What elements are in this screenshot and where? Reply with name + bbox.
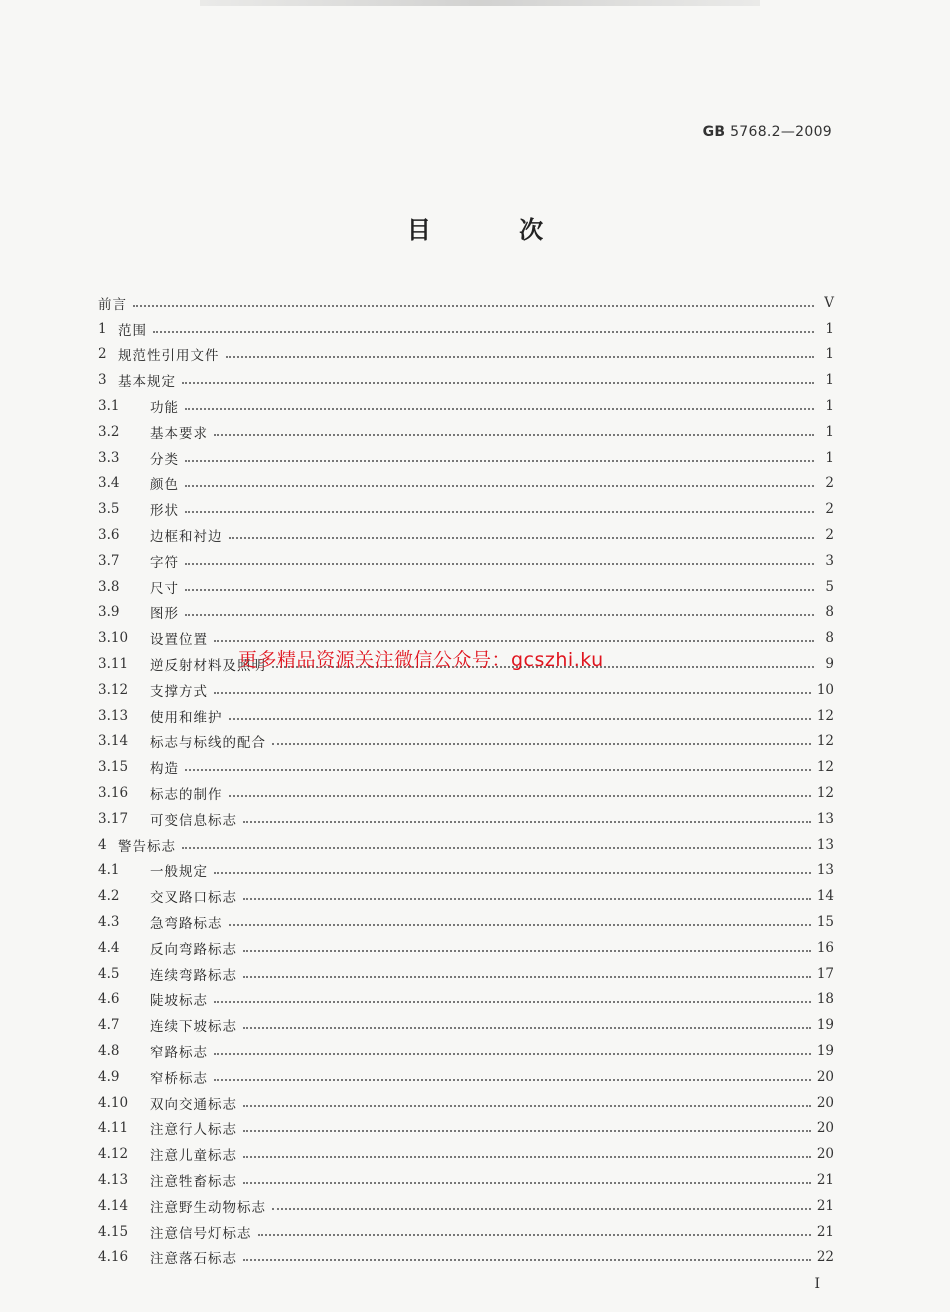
- toc-entry-page: 2: [825, 527, 834, 544]
- toc-entry-number: 4.7: [98, 1017, 120, 1034]
- toc-dot-leader: [153, 331, 814, 333]
- toc-entry-title: 注意落石标志: [150, 1251, 237, 1268]
- toc-entry-title: 窄桥标志: [150, 1070, 208, 1087]
- toc-dot-leader: [214, 640, 814, 642]
- toc-entry-title: 一般规定: [150, 864, 208, 881]
- toc-entry[interactable]: [98, 290, 834, 316]
- toc-dot-leader: [243, 950, 811, 952]
- toc-entry-number: 3.10: [98, 630, 129, 647]
- toc-entry-number: 4.6: [98, 991, 120, 1008]
- toc-entry-title: 前言: [98, 296, 127, 313]
- toc-entry[interactable]: [98, 600, 834, 626]
- toc-dot-leader: [243, 976, 811, 978]
- toc-entry[interactable]: [98, 574, 834, 600]
- toc-entry-number: 4.5: [98, 965, 120, 982]
- toc-entry[interactable]: [98, 1141, 834, 1167]
- toc-dot-leader: [214, 434, 814, 436]
- toc-dot-leader: [182, 847, 811, 849]
- toc-entry[interactable]: [98, 703, 834, 729]
- toc-dot-leader: [226, 356, 815, 358]
- toc-entry-page: 2: [825, 501, 834, 518]
- toc-entry-number: 4.2: [98, 888, 120, 905]
- toc-dot-leader: [214, 1079, 811, 1081]
- toc-entry-page: 13: [816, 862, 834, 879]
- toc-entry-title: 陡坡标志: [150, 993, 208, 1010]
- toc-dot-leader: [229, 924, 811, 926]
- toc-dot-leader: [185, 460, 814, 462]
- toc-dot-leader: [272, 1208, 811, 1210]
- toc-entry[interactable]: [98, 1167, 834, 1193]
- toc-entry-page: 20: [816, 1068, 834, 1085]
- toc-dot-leader: [272, 743, 811, 745]
- toc-entry-number: 3.3: [98, 449, 120, 466]
- toc-dot-leader: [185, 589, 814, 591]
- toc-entry-title: 分类: [150, 451, 179, 468]
- toc-entry-number: 3.5: [98, 501, 120, 518]
- toc-dot-leader: [258, 1234, 811, 1236]
- toc-entry-number: 4.12: [98, 1146, 129, 1163]
- toc-entry-page: 12: [816, 785, 834, 802]
- toc-entry-title: 反向弯路标志: [150, 941, 237, 958]
- toc-entry-number: 4.8: [98, 1043, 120, 1059]
- toc-entry[interactable]: [98, 754, 834, 780]
- toc-entry-page: 20: [816, 1120, 834, 1137]
- toc-dot-leader: [229, 537, 815, 539]
- toc-entry-title: 支撑方式: [150, 683, 208, 700]
- toc-entry[interactable]: [98, 935, 834, 961]
- toc-entry-title: 基本要求: [150, 425, 208, 442]
- toc-entry-number: 4.3: [98, 914, 120, 931]
- watermark-text: 更多精品资源关注微信公众号：gcszhi.ku: [238, 649, 604, 671]
- standard-code-number: 5768.2—2009: [725, 124, 832, 140]
- toc-entry[interactable]: [98, 883, 834, 909]
- toc-entry-page: V: [824, 294, 834, 311]
- standard-code-prefix: GB: [702, 124, 726, 140]
- toc-dot-leader: [214, 1001, 811, 1003]
- toc-entry-page: 17: [816, 965, 834, 982]
- toc-entry-title: 连续下坡标志: [150, 1019, 237, 1036]
- toc-entry[interactable]: [98, 1090, 834, 1116]
- toc-entry-page: 21: [816, 1223, 834, 1240]
- toc-entry[interactable]: [98, 961, 834, 987]
- toc-dot-leader: [243, 1259, 811, 1261]
- toc-entry-title: 标志的制作: [150, 787, 223, 804]
- toc-entry-number: 3.16: [98, 785, 129, 802]
- toc-entry[interactable]: [98, 987, 834, 1013]
- toc-entry-number: 3.1: [98, 398, 120, 415]
- toc-entry-page: 13: [816, 810, 834, 827]
- toc-dot-leader: [185, 511, 814, 513]
- toc-entry[interactable]: [98, 1116, 834, 1142]
- toc-entry-page: 5: [825, 578, 834, 595]
- toc-entry-title: 图形: [150, 606, 179, 623]
- toc-entry-page: 1: [825, 398, 834, 415]
- toc-entry-title: 使用和维护: [150, 709, 223, 726]
- toc-entry-page: 16: [816, 939, 834, 956]
- toc-entry[interactable]: [98, 316, 834, 342]
- toc-entry[interactable]: [98, 677, 834, 703]
- toc-entry[interactable]: [98, 342, 834, 368]
- toc-entry[interactable]: [98, 832, 834, 858]
- toc-entry-page: 1: [825, 346, 834, 363]
- toc-entry[interactable]: [98, 419, 834, 445]
- toc-entry-title: 注意行人标志: [150, 1122, 237, 1139]
- toc-dot-leader: [229, 718, 811, 720]
- toc-dot-leader: [214, 872, 811, 874]
- toc-entry-title: 注意牲畜标志: [150, 1173, 237, 1190]
- toc-entry-title: 双向交通标志: [150, 1096, 237, 1113]
- toc-entry-title: 颜色: [150, 477, 179, 494]
- toc-entry-title: 注意信号灯标志: [150, 1225, 252, 1242]
- scan-artifact: [200, 0, 760, 6]
- toc-entry[interactable]: [98, 729, 834, 755]
- page-number: I: [814, 1276, 820, 1292]
- toc-entry[interactable]: [98, 548, 834, 574]
- toc-entry[interactable]: [98, 522, 834, 548]
- toc-dot-leader: [185, 408, 814, 410]
- toc-dot-leader: [214, 692, 811, 694]
- toc-entry-title: 范围: [118, 322, 147, 339]
- toc-dot-leader: [243, 898, 811, 900]
- toc-entry-number: 3: [98, 372, 107, 389]
- toc-entry-title: 边框和衬边: [150, 529, 223, 546]
- toc-entry[interactable]: [98, 445, 834, 471]
- toc-entry[interactable]: [98, 1219, 834, 1245]
- toc-entry[interactable]: [98, 858, 834, 884]
- toc-entry-number: 4.14: [98, 1197, 129, 1214]
- toc-dot-leader: [185, 485, 814, 487]
- toc-dot-leader: [243, 1156, 811, 1158]
- toc-entry-page: 22: [816, 1249, 834, 1266]
- toc-entry-page: 20: [816, 1146, 834, 1163]
- toc-entry-number: 4.4: [98, 939, 120, 956]
- toc-entry-page: 19: [816, 1017, 834, 1034]
- toc-dot-leader: [243, 1130, 811, 1132]
- toc-entry[interactable]: [98, 909, 834, 935]
- toc-entry-title: 标志与标线的配合: [150, 735, 266, 752]
- toc-entry-page: 15: [816, 914, 834, 931]
- toc-entry-number: 1: [98, 320, 107, 337]
- toc-entry-number: 3.6: [98, 527, 120, 544]
- toc-entry-title: 尺寸: [150, 580, 179, 597]
- toc-entry-title: 形状: [150, 503, 179, 520]
- toc-entry-number: 3.14: [98, 733, 129, 750]
- toc-dot-leader: [133, 305, 814, 307]
- toc-entry[interactable]: [98, 1193, 834, 1219]
- toc-entry-page: 14: [816, 888, 834, 905]
- toc-entry-number: 4.13: [98, 1171, 129, 1188]
- toc-entry-number: 3.13: [98, 707, 129, 724]
- toc-entry-number: 4.1: [98, 862, 120, 879]
- toc-dot-leader: [185, 769, 811, 771]
- toc-entry-number: 3.12: [98, 681, 129, 698]
- toc-dot-leader: [185, 563, 814, 565]
- toc-entry-page: 2: [825, 475, 834, 492]
- toc-entry-number: 3.2: [98, 423, 120, 440]
- toc-entry-number: 4.10: [98, 1094, 129, 1111]
- toc-entry-page: 12: [816, 707, 834, 724]
- toc-entry-title: 规范性引用文件: [118, 348, 220, 365]
- toc-entry-number: 4.9: [98, 1068, 120, 1085]
- toc-entry-number: 3.11: [98, 656, 129, 673]
- toc-entry[interactable]: [98, 496, 834, 522]
- table-of-contents: [98, 290, 834, 1270]
- toc-entry-number: 4.16: [98, 1249, 129, 1266]
- toc-entry-number: 3.7: [98, 552, 120, 569]
- toc-entry-page: 10: [816, 681, 834, 698]
- toc-dot-leader: [229, 795, 811, 797]
- toc-entry-page: 21: [816, 1197, 834, 1214]
- toc-entry-number: 3.17: [98, 810, 129, 827]
- toc-entry-page: 1: [825, 449, 834, 466]
- toc-entry-number: 3.9: [98, 604, 120, 621]
- toc-entry-number: 3.4: [98, 475, 120, 492]
- toc-entry[interactable]: [98, 806, 834, 832]
- toc-entry-title: 可变信息标志: [150, 812, 237, 829]
- toc-entry-title: 功能: [150, 400, 179, 417]
- toc-entry-page: 20: [816, 1094, 834, 1111]
- toc-entry-page: 19: [816, 1043, 834, 1059]
- toc-entry-title: 构造: [150, 761, 179, 778]
- toc-entry-page: 9: [825, 656, 834, 673]
- toc-dot-leader: [243, 1182, 811, 1184]
- toc-entry-page: 1: [825, 423, 834, 440]
- toc-entry-title: 连续弯路标志: [150, 967, 237, 984]
- toc-entry[interactable]: [98, 1064, 834, 1090]
- toc-entry-title: 字符: [150, 554, 179, 571]
- toc-dot-leader: [185, 614, 814, 616]
- toc-dot-leader: [243, 1027, 811, 1029]
- toc-dot-leader: [214, 1053, 811, 1055]
- toc-entry-title: 交叉路口标志: [150, 890, 237, 907]
- toc-dot-leader: [182, 382, 814, 384]
- toc-entry-title: 注意野生动物标志: [150, 1199, 266, 1216]
- toc-entry-title: 基本规定: [118, 374, 176, 391]
- toc-entry-title: 注意儿童标志: [150, 1148, 237, 1165]
- toc-entry-number: 4.15: [98, 1223, 129, 1240]
- toc-entry-number: 2: [98, 346, 107, 363]
- toc-entry-title: 逆反射材料及照明: [150, 658, 266, 675]
- toc-entry-title: 窄路标志: [150, 1045, 208, 1061]
- toc-entry-title: 警告标志: [118, 838, 176, 855]
- toc-entry-number: 3.8: [98, 578, 120, 595]
- toc-entry-title: 设置位置: [150, 632, 208, 649]
- standard-code: [703, 124, 832, 140]
- toc-entry[interactable]: [98, 1012, 834, 1038]
- toc-entry-page: 1: [825, 372, 834, 389]
- toc-entry-page: 1: [825, 320, 834, 337]
- toc-entry[interactable]: [98, 780, 834, 806]
- toc-entry-page: 3: [825, 552, 834, 569]
- toc-entry[interactable]: [98, 393, 834, 419]
- toc-entry[interactable]: [98, 471, 834, 497]
- toc-entry[interactable]: [98, 1038, 834, 1064]
- toc-entry-number: 4.11: [98, 1120, 129, 1137]
- toc-dot-leader: [243, 1105, 811, 1107]
- toc-entry-page: 8: [825, 630, 834, 647]
- toc-entry-title: 急弯路标志: [150, 916, 223, 933]
- toc-entry-page: 8: [825, 604, 834, 621]
- toc-entry-page: 12: [816, 733, 834, 750]
- page-title: 目 次: [406, 216, 584, 244]
- toc-entry-number: 3.15: [98, 759, 129, 776]
- toc-entry-page: 12: [816, 759, 834, 776]
- toc-entry-page: 21: [816, 1171, 834, 1188]
- toc-entry-page: 18: [816, 991, 834, 1008]
- toc-entry-number: 4: [98, 836, 107, 853]
- toc-entry[interactable]: [98, 1244, 834, 1270]
- toc-entry-page: 13: [816, 836, 834, 853]
- toc-dot-leader: [243, 821, 811, 823]
- toc-entry[interactable]: [98, 367, 834, 393]
